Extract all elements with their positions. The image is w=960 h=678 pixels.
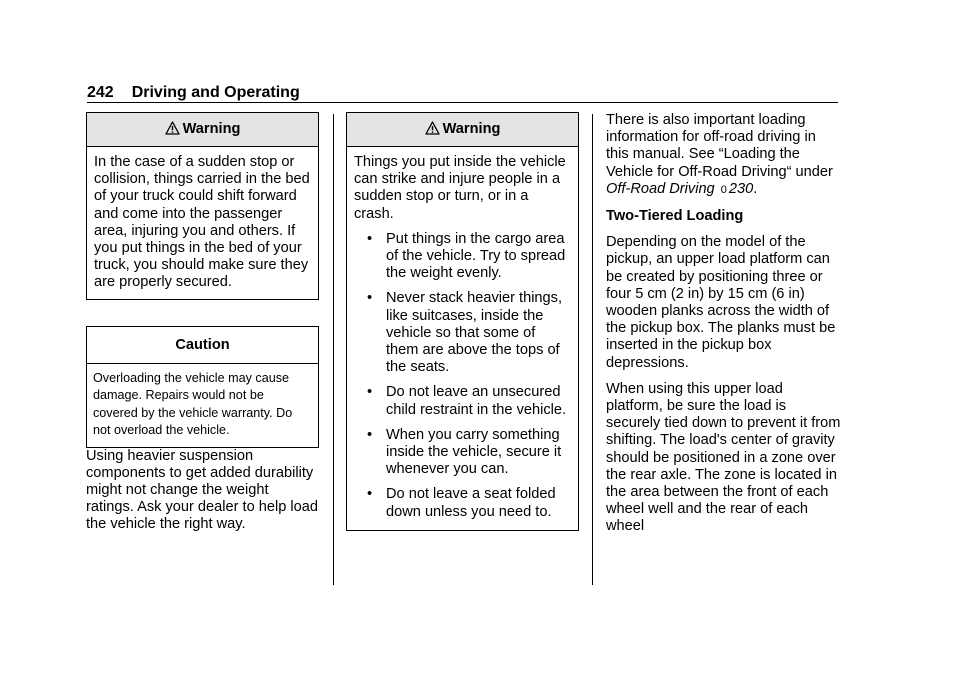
warning-title: Warning (182, 121, 241, 137)
bullet-icon: • (367, 290, 373, 307)
warning-bullet-list (354, 231, 571, 521)
section-title: Driving and Operating (131, 84, 300, 101)
warning-title: Warning (442, 121, 501, 137)
page-reference-icon: 0 (720, 183, 727, 196)
platform-paragraph: Depending on the model of the pickup, an upper load platform can be created by positioning three or four 5 cm (2 in) by 15 cm (6 in) wooden planks across the width of the pickup box. The planks must be inserted in the pickup box depressions. (606, 234, 836, 371)
reference-title: Off-Road Driving (606, 180, 715, 197)
column-1 (86, 112, 319, 534)
warning-box (86, 112, 319, 300)
list-item: • Never stack heavier things, like suitcases, inside the vehicle so that some of them are above the tops of the seats. (367, 290, 563, 376)
warning-triangle-icon (425, 121, 440, 135)
warning-header (347, 113, 578, 147)
warning-text: In the case of a sudden stop or collision, things carried in the bed of your truck could shift forward and come into the passenger area, injuring you and others. If you put things in the bed of your truck, you should make sure they are properly secured. (94, 154, 310, 291)
warning-triangle-icon (165, 121, 180, 135)
bullet-icon: • (367, 230, 373, 247)
offroad-reference-paragraph: There is also important loading information for off-road driving in this manual. See “Loading the Vehicle for Off-Road Driving“ under Off-Road Driving 0 230. (606, 112, 833, 197)
bullet-icon: • (367, 426, 373, 443)
list-item: • When you carry something inside the vehicle, secure it whenever you can. (367, 426, 562, 478)
warning-header (87, 113, 318, 147)
page-number: 242 (87, 84, 114, 101)
column-divider-right (592, 114, 593, 585)
header-rule (87, 102, 838, 103)
caution-box (86, 326, 319, 448)
bullet-icon: • (367, 384, 373, 401)
warning-intro: Things you put inside the vehicle can strike and injure people in a sudden stop or turn, or in a crash. (354, 154, 566, 222)
list-item: • Do not leave a seat folded down unless you need to. (367, 486, 556, 520)
section-subheading: Two-Tiered Loading (606, 208, 744, 225)
load-paragraph: When using this upper load platform, be sure the load is securely tied down to prevent it from shifting. The load's center of gravity should be positioned in a zone over the rear axle. The zone is located in the area between the front of each wheel well and the rear of each wheel (606, 380, 841, 535)
bullet-icon: • (367, 486, 373, 503)
column-2 (346, 112, 579, 531)
caution-header: Caution (87, 327, 318, 364)
list-item: • Do not leave an unsecured child restraint in the vehicle. (367, 384, 567, 418)
column-3 (606, 112, 842, 536)
suspension-paragraph: Using heavier suspension components to get added durability might not change the weight ratings. Ask your dealer to help load the vehicle the right way. (86, 447, 319, 533)
page-header (87, 83, 300, 103)
list-item: • Put things in the cargo area of the vehicle. Try to spread the weight evenly. (367, 230, 566, 282)
reference-page: 230 (728, 180, 754, 197)
warning-box (346, 112, 579, 531)
column-divider-left (333, 114, 334, 585)
caution-text: Overloading the vehicle may cause damage. Repairs would not be covered by the vehicle warranty. Do not overload the vehicle. (93, 370, 293, 438)
